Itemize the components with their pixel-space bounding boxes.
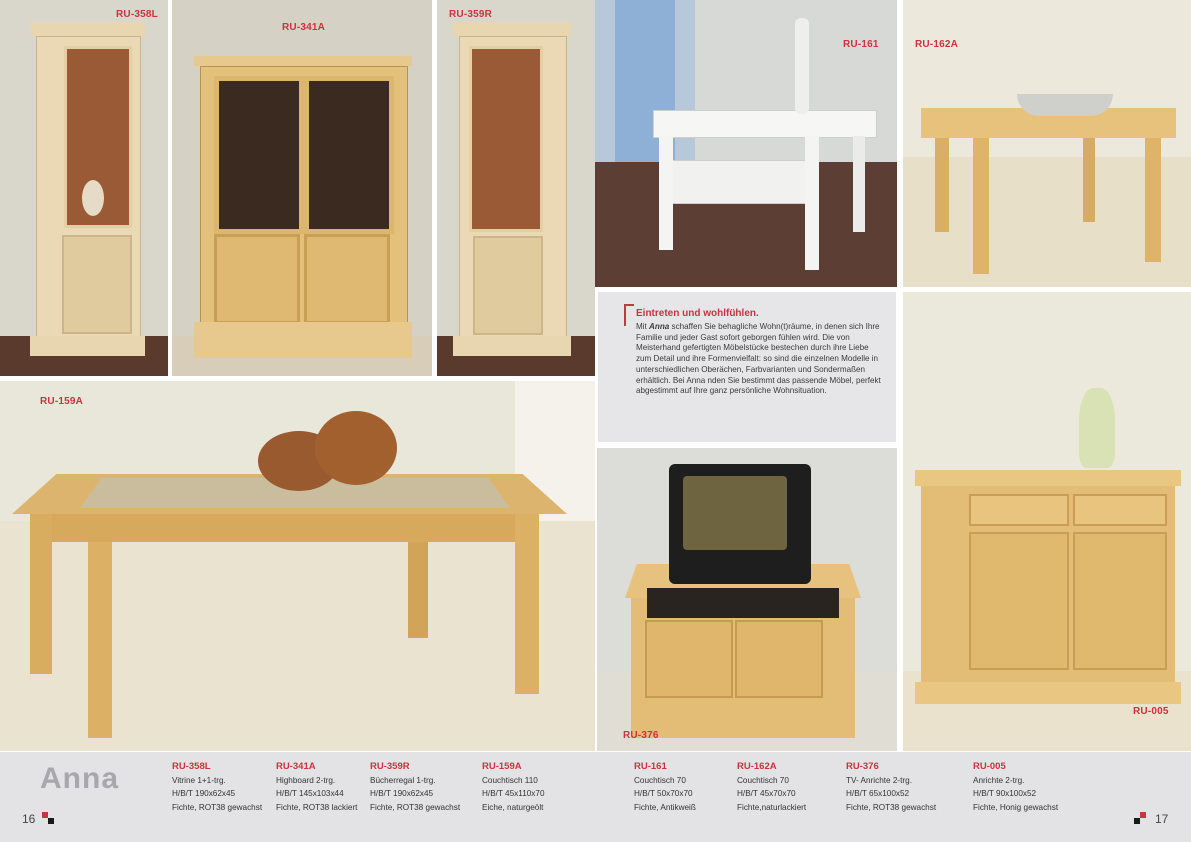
code-ru-358l: RU-358L [116, 9, 158, 20]
intro-heading: Eintreten und wohlfühlen. [636, 308, 759, 319]
code-ru-159a: RU-159A [40, 396, 84, 407]
photo-ru-359r [437, 0, 595, 376]
product-spec-ru-341a: RU-341A Highboard 2-trg. H/B/T 145x103x44 Fichte, ROT38 lackiert [276, 761, 358, 812]
product-spec-ru-358l: RU-358L Vitrine 1+1-trg. H/B/T 190x62x45 Fichte, ROT38 gewachst [172, 761, 263, 812]
code-ru-162a: RU-162A [915, 39, 959, 50]
photo-ru-341a [172, 0, 432, 376]
page-number-right: 17 [1155, 812, 1169, 826]
code-ru-341a: RU-341A [282, 22, 326, 33]
product-spec-ru-162a: RU-162A Couchtisch 70 H/B/T 45x70x70 Fichte,naturlackiert [737, 761, 807, 812]
page-number-left: 16 [22, 812, 36, 826]
product-spec-ru-005: RU-005 Anrichte 2-trg. H/B/T 90x100x52 Fichte, Honig gewachst [973, 761, 1059, 812]
product-spec-ru-359r: RU-359R Bücherregal 1-trg. H/B/T 190x62x45 Fichte, ROT38 gewachst [370, 761, 461, 812]
product-spec-ru-161: RU-161 Couchtisch 70 H/B/T 50x70x70 Fichte, Antikweiß [634, 761, 696, 812]
photo-ru-161 [595, 0, 897, 287]
marker-square-icon [1134, 818, 1140, 824]
photo-ru-159a [0, 381, 595, 751]
photo-ru-358l [0, 0, 168, 376]
product-spec-ru-376: RU-376 TV- Anrichte 2-trg. H/B/T 65x100x52 Fichte, ROT38 gewachst [846, 761, 937, 812]
heading-accent-bracket [624, 304, 634, 326]
photo-ru-005 [903, 292, 1191, 751]
code-ru-359r: RU-359R [449, 9, 493, 20]
intro-body: Mit Anna schaffen Sie behagliche Wohn(t)räume, in denen sich Ihre Familie und jeder Gast sofort geborgen fühlen wird. Die von Meisterhand gefertigten Möbelstücke bestechen durch ihre Liebe zum Detail und ihre Formenvielfalt: so sind die einzelnen Modelle in unterschiedlichen Oberächen, Farbvarianten und Sondermaßen erhältlich. Bei Anna nden Sie bestimmt das passende Möbel, perfekt abgestimmt auf Ihre ganz persönliche Wohnsituation. [636, 322, 881, 396]
photo-ru-376 [597, 448, 897, 751]
marker-square-icon [1140, 812, 1146, 818]
intro-text-box [598, 292, 896, 442]
photo-ru-162a [903, 0, 1191, 287]
marker-square-icon [48, 818, 54, 824]
brand-title: Anna [40, 762, 119, 795]
product-spec-ru-159a: RU-159A Couchtisch 110 H/B/T 45x110x70 Eiche, naturgeölt [482, 761, 545, 812]
code-ru-161: RU-161 [843, 39, 879, 50]
code-ru-005: RU-005 [1133, 706, 1169, 717]
code-ru-376: RU-376 [623, 730, 659, 741]
